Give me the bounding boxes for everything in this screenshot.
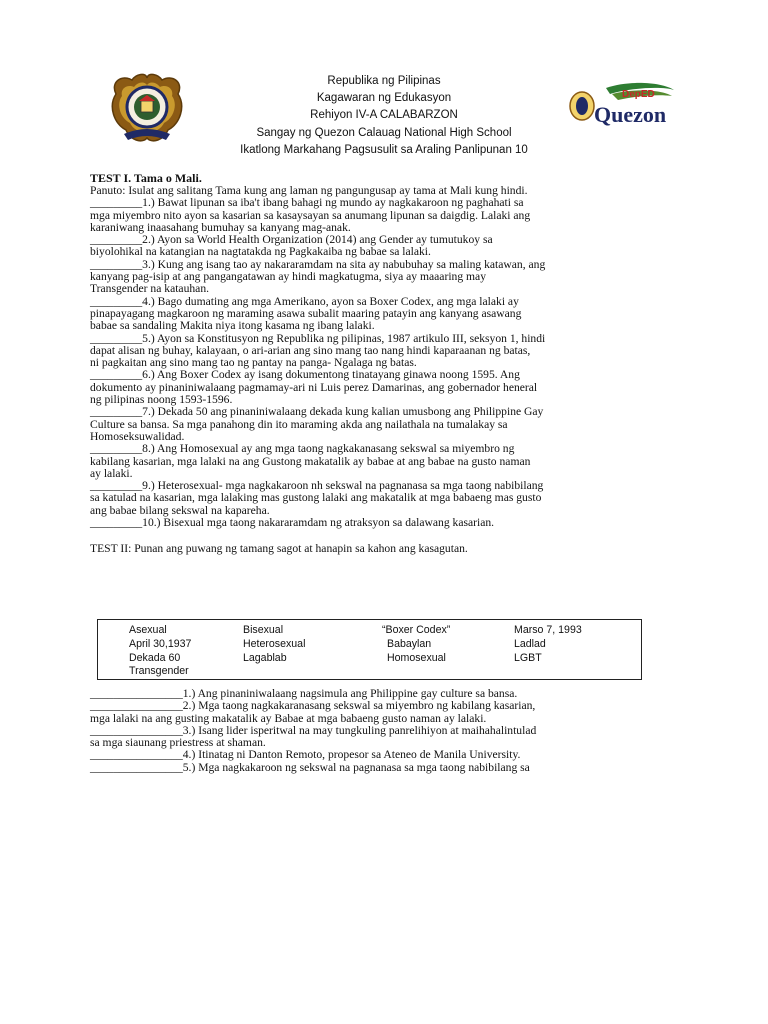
choice-bisexual: Bisexual [243,624,284,636]
choice-lagablab: Lagablab [243,652,287,664]
answer-choices-box [97,619,642,680]
test2-item-5 [90,762,680,774]
test1-item-line: Homoseksuwalidad. [90,429,185,443]
test2-item-line: ________________1.) Ang pinaniniwalaang nagsimula ang Philippine gay culture sa bansa. [90,687,518,700]
test1-item-line: Culture sa bansa. Sa mga panahong din ito maraming akda ang nailathala na tumalakay sa [90,417,508,431]
test1-item-line: _________10.) Bisexual mga taong nakararamdam ng atraksyon sa dalawang kasarian. [90,516,495,530]
test1-item-line: _________3.) Kung ang isang tao ay nakararamdam na sita ay nabubuhay sa maling katawan, ang [90,257,546,271]
document-header [0,73,768,159]
test1-item-line: _________5.) Ayon sa Konstitusyon ng Republika ng pilipinas, 1987 artikulo III, seksyon 1, hindi [90,331,546,345]
choice-heterosexual: Heterosexual [243,638,306,650]
test2-instructions: TEST II: Punan ang puwang ng tamang sagot at hanapin sa kahon ang kasagutan. [90,542,468,556]
test1-item-line: _________7.) Dekada 50 ang pinaniniwalaang dekada kung kalian umusbong ang Philippine Gay [90,405,544,419]
test1-item-line: _________4.) Bago dumating ang mga Amerikano, ayon sa Boxer Codex, ang mga lalaki ay [90,294,519,308]
test1-item-6 [90,369,680,406]
choice-marso-1993: Marso 7, 1993 [514,624,582,636]
test1-item-line: dokumento ay pinaniniwalaang pagmamay-ari ni Luis perez Damarinas, ang gobernador heneral [90,380,538,394]
test1-item-line: kabilang kasarian, mga lalaki na ang Gustong makatalik ay babae at ang babae na gusto naman [90,454,531,468]
test1-item-line: _________2.) Ayon sa World Health Organization (2014) ang Gender ay tumutukoy sa [90,233,493,247]
test2-item-line: ________________4.) Itinatag ni Danton Remoto, propesor sa Ateneo de Manila University. [90,748,521,762]
choice-ladlad: Ladlad [514,638,546,650]
test2-item-4 [90,749,680,761]
test2-item-line: ________________5.) Mga nagkakaroon ng sekswal na pagnanasa sa mga taong nabibilang sa [90,760,530,774]
choice-babaylan: Babaylan [387,638,432,650]
choice-asexual: Asexual [129,624,167,636]
test2-item-line: sa mga siaunang priestress at shaman. [90,736,266,750]
test1-item-line: dapat alisan ng buhay, kalayaan, o ari-arian ang sino mang tao nang hindi kaparaanan ng batas, [90,343,531,357]
test1-instructions: Panuto: Isulat ang salitang Tama kung ang laman ng pangungusap ay tama at Mali kung hindi. [90,184,528,197]
test1-item-3 [90,259,680,296]
header-exam-title: Ikatlong Markahang Pagsusulit sa Araling Panlipunan 10 [240,143,528,156]
test1-item-line: kanyang pag-isip at ang pangangatawan ay hindi magkatugma, siya ay maaaring may [90,270,486,284]
header-school: Sangay ng Quezon Calauag National High School [256,126,512,139]
test1-item-8 [90,443,680,480]
test1-item-9 [90,480,680,517]
test1-item-7 [90,406,680,443]
test1-item-line: babae sa sandaling Makita niya itong kasama ng ibang lalaki. [90,319,375,333]
test1-item-line: ni pagkaitan ang sino mang tao ng pantay na panga- Ngalaga ng batas. [90,356,417,370]
header-region: Rehiyon IV-A CALABARZON [310,109,458,122]
header-republic: Republika ng Pilipinas [327,75,441,87]
choice-april-1937: April 30,1937 [129,638,192,650]
test1-item-2 [90,234,680,259]
choice-lgbt: LGBT [514,652,542,664]
test2-item-3 [90,725,680,750]
test2-items [90,688,680,774]
test1-title: TEST I. Tama o Mali. [90,171,202,185]
test1-item-line: Transgender na katauhan. [90,282,210,296]
test1-items [90,197,680,529]
choice-homosexual: Homosexual [387,652,446,664]
test1-item-line: pinapayagang magkaroon ng maraming asawa subalit maaring patayin ang kanyang asawang [90,306,522,320]
test1-item-1 [90,197,680,234]
test2-item-line: ________________2.) Mga taong nagkakaranasang sekswal sa miyembro ng kabilang kasarian, [90,699,536,713]
choice-boxer-codex: “Boxer Codex” [382,624,451,636]
test1-item-line: mga miyembro nito ayon sa kasarian sa kasaysayan sa anumang lipunan sa daigdig. Lalaki ang [90,208,531,222]
logo-text-deped: DepED [622,89,655,100]
test1-item-line: _________1.) Bawat lipunan sa iba't ibang bahagi ng mundo ay nagkakaroon ng paghahati sa [90,196,524,210]
test1-item-line: ay lalaki. [90,466,133,480]
test1-item-4 [90,296,680,333]
test1-item-line: ang babae bilang sekswal na kapareha. [90,503,270,517]
test2-item-line: ________________3.) Isang lider isperitwal na may tungkuling panrelihiyon at maihahalintulad [90,723,537,737]
choice-transgender: Transgender [129,665,189,677]
test1-item-10 [90,517,680,529]
logo-text-quezon: Quezon [594,102,667,127]
test1-item-line: _________9.) Heterosexual- mga nagkakaroon nh sekswal na pagnanasa sa mga taong nabibilang [90,479,544,493]
test1-item-line: sa katulad na kasarian, mga lalaking mas gustong lalaki ang makatalik at mga babaeng mas gusto [90,491,542,505]
test1-item-line: ng pilipinas noong 1593-1596. [90,393,233,407]
test1-item-5 [90,333,680,370]
test2-item-line: mga lalaki na ang gusting makatalik ay Babae at mga babaeng gusto naman ay lalaki. [90,711,487,725]
test1-item-line: _________6.) Ang Boxer Codex ay isang dokumentong tinatayang ginawa noong 1595. Ang [90,368,520,382]
test1-item-line: karaniwang inaasahang bumuhay sa kanyang mag-anak. [90,220,351,234]
test1-item-line: biyolohikal na katangian na nagtatakda ng Pagkakaiba ng babae sa lalaki. [90,245,431,259]
choice-dekada-60: Dekada 60 [129,652,181,664]
header-department: Kagawaran ng Edukasyon [316,92,452,105]
test1-section [90,172,680,556]
test1-item-line: _________8.) Ang Homosexual ay ang mga taong nagkakanasang sekswal sa miyembro ng [90,442,515,456]
test2-item-2 [90,700,680,725]
